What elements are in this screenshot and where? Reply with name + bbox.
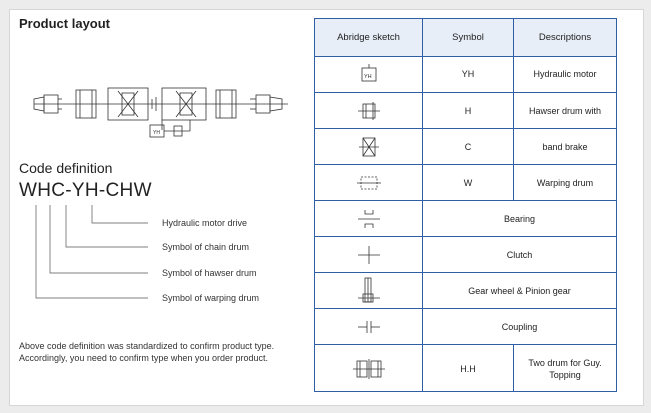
- symbol-cell: W: [463, 178, 473, 188]
- hydraulic-motor-icon-label: YH: [363, 74, 372, 80]
- sketch-cell: [315, 237, 422, 273]
- code-item-label: Symbol of hawser drum: [162, 268, 257, 278]
- description-cell: band brake: [542, 142, 588, 152]
- header-divider: [422, 19, 423, 56]
- band-brake-icon: [358, 135, 380, 159]
- description-cell: Clutch: [506, 250, 533, 260]
- sketch-cell: [315, 165, 422, 201]
- symbol-table: [314, 18, 617, 392]
- code-item-label: Symbol of chain drum: [162, 242, 250, 252]
- table-row: [315, 236, 616, 273]
- code-definition-heading: Code definition: [19, 160, 113, 176]
- hawser-drum-icon: [357, 100, 381, 122]
- description-cell: Hydraulic motor: [533, 69, 597, 79]
- header-sketch: Abridge sketch: [337, 32, 400, 43]
- sketch-cell: [315, 273, 422, 309]
- warping-drum-icon: [356, 173, 382, 193]
- code-item-label: Hydraulic motor drive: [162, 218, 248, 228]
- description-cell: Two drum for Guy. Topping: [528, 357, 602, 380]
- double-drum-icon: [352, 356, 386, 382]
- symbol-cell: C: [464, 142, 472, 152]
- table-row: [315, 92, 616, 129]
- coupling-icon: [357, 317, 381, 337]
- description-cell: Hawser drum with: [528, 106, 602, 116]
- svg-text:YH: YH: [153, 130, 160, 136]
- symbol-cell: H.H: [460, 363, 476, 374]
- code-connector-lines: [18, 203, 158, 303]
- sketch-cell: [315, 129, 422, 165]
- table-row: [315, 308, 616, 345]
- cell-divider: [513, 345, 514, 392]
- symbol-cell: YH: [461, 69, 475, 79]
- description-cell: Bearing: [503, 214, 536, 224]
- table-row: [315, 344, 616, 392]
- description-cell: Gear wheel & Pinion gear: [468, 286, 571, 296]
- table-row: [315, 128, 616, 165]
- header-divider: [513, 19, 514, 56]
- sketch-cell: [315, 56, 422, 92]
- description-cell: Coupling: [501, 322, 538, 332]
- table-header: [315, 19, 616, 57]
- sketch-cell: [315, 93, 422, 129]
- code-note: Above code definition was standardized to confirm product type. Accordingly, you need to confirm type when you order product.: [19, 341, 275, 363]
- header-description: Descriptions: [538, 32, 592, 43]
- hydraulic-motor-icon: [358, 63, 380, 85]
- table-row: [315, 200, 616, 237]
- product-layout-title: Product layout: [19, 16, 111, 31]
- product-layout-diagram: [30, 75, 292, 145]
- bearing-icon: [357, 207, 381, 231]
- sketch-cell: [315, 201, 422, 237]
- table-row: [315, 272, 616, 309]
- table-row: [315, 56, 616, 92]
- table-row: [315, 164, 616, 201]
- symbol-cell: H: [464, 106, 472, 116]
- code-value: WHC-YH-CHW: [19, 180, 152, 201]
- header-symbol: Symbol: [452, 32, 484, 43]
- sketch-cell: [315, 345, 422, 392]
- clutch-icon: [357, 243, 381, 267]
- gear-pinion-icon: [357, 276, 381, 306]
- description-cell: Warping drum: [536, 178, 594, 188]
- sketch-cell: [315, 309, 422, 345]
- code-item-label: Symbol of warping drum: [162, 293, 260, 303]
